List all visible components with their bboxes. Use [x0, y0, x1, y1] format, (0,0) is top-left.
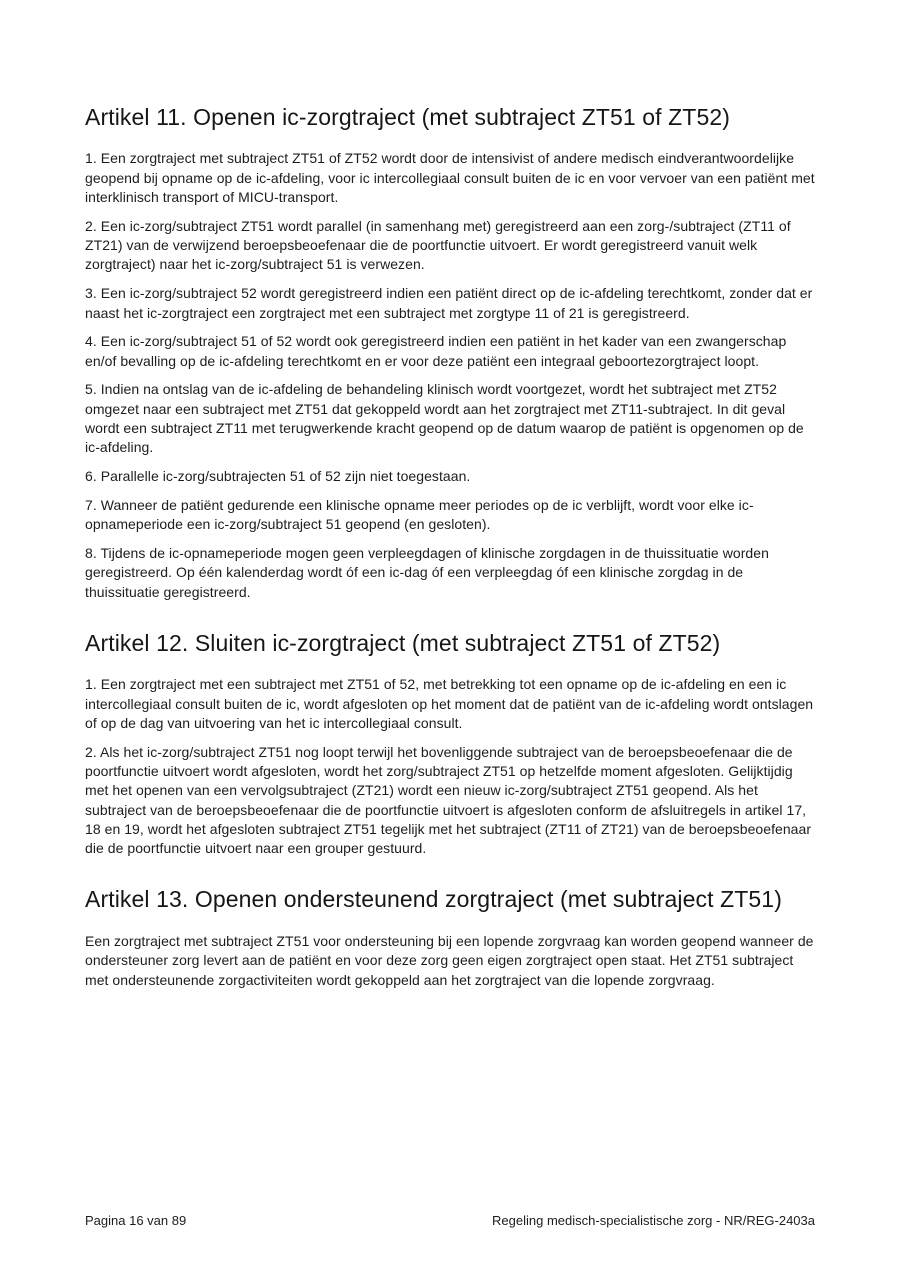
paragraph: Een zorgtraject met subtraject ZT51 voor ondersteuning bij een lopende zorgvraag kan worden geopend wanneer de ondersteuner zorg levert aan de patiënt en voor deze zorg geen eigen zorgtraject open staat. Het ZT51 subtraject met ondersteunende zorgactiviteiten wordt gekoppeld aan het zorgtraject van die lopende zorgvraag.	[85, 932, 814, 988]
paragraph: 5. Indien na ontslag van de ic-afdeling de behandeling klinisch wordt voortgezet, wordt het subtraject met ZT52 omgezet naar een subtraject met ZT51 dat gekoppeld wordt aan het zorgtraject met ZT11-subtraject. In dit geval wordt een subtraject ZT11 met terugwerkende kracht geopend op de datum waarop de patiënt is opgenomen op de ic-afdeling.	[85, 381, 804, 456]
section-title-artikel-11: Artikel 11. Openen ic-zorgtraject (met subtraject ZT51 of ZT52)	[85, 104, 730, 130]
section-artikel-12	[85, 629, 816, 859]
section-title-artikel-13: Artikel 13. Openen ondersteunend zorgtraject (met subtraject ZT51)	[85, 886, 782, 913]
document-content	[85, 103, 816, 999]
paragraph: 2. Een ic-zorg/subtraject ZT51 wordt parallel (in samenhang met) geregistreerd aan een zorg-/subtraject (ZT11 of ZT21) van de verwijzend beroepsbeoefenaar die de poortfunctie uitvoert. Er wordt geregistreerd vanuit welk zorgtraject) naar het ic-zorg/subtraject 51 is verwezen.	[85, 217, 791, 273]
paragraph: 6. Parallelle ic-zorg/subtrajecten 51 of 52 zijn niet toegestaan.	[85, 468, 471, 485]
section-title-artikel-12: Artikel 12. Sluiten ic-zorgtraject (met subtraject ZT51 of ZT52)	[85, 629, 721, 656]
paragraph: 7. Wanneer de patiënt gedurende een klinische opname meer periodes op de ic verblijft, wordt voor elke ic-opnameperiode een ic-zorg/subtraject 51 geopend (en gesloten).	[85, 496, 754, 533]
paragraph: 2. Als het ic-zorg/subtraject ZT51 nog loopt terwijl het bovenliggende subtraject van de beroepsbeoefenaar die de poortfunctie uitvoert wordt afgesloten, wordt het zorg/subtraject ZT51 op hetzelfde moment afgesloten. Gelijktijdig met het openen van een vervolgsubtraject (ZT21) wordt een nieuw ic-zorg/subtraject ZT51 geopend. Als het subtraject van de beroepsbeoefenaar die de poortfunctie uitvoert is afgesloten conform de afsluitregels in artikel 17, 18 en 19, wordt het afgesloten subtraject ZT51 tegelijk met het subtraject (ZT11 of ZT21) van de beroepsbeoefenaar die de poortfunctie uitvoert naar een grouper gestuurd.	[85, 743, 812, 857]
paragraph: 3. Een ic-zorg/subtraject 52 wordt geregistreerd indien een patiënt direct op de ic-afdeling terechtkomt, zonder dat er naast het ic-zorgtraject een zorgtraject met een subtraject met zorgtype 11 of 21 is geregistreerd.	[85, 285, 813, 321]
section-artikel-13	[85, 885, 816, 989]
footer-document-reference: Regeling medisch-specialistische zorg - NR/REG-2403a	[492, 1213, 815, 1228]
footer-page-number: Pagina 16 van 89	[85, 1213, 187, 1228]
section-artikel-11	[85, 103, 816, 602]
paragraph: 1. Een zorgtraject met subtraject ZT51 of ZT52 wordt door de intensivist of andere medisch eindverantwoordelijke geopend bij opname op de ic-afdeling, voor ic intercollegiaal consult buiten de ic en voor vervoer van een patiënt met interklinisch transport of MICU-transport.	[85, 150, 815, 206]
paragraph: 4. Een ic-zorg/subtraject 51 of 52 wordt ook geregistreerd indien een patiënt in het kader van een zwangerschap en/of bevalling op de ic-afdeling terechtkomt en er voor deze patiënt een integraal geboortezorgtraject loopt.	[85, 333, 787, 369]
page-footer	[85, 1213, 815, 1228]
paragraph: 8. Tijdens de ic-opnameperiode mogen geen verpleegdagen of klinische zorgdagen in de thuissituatie worden geregistreerd. Op één kalenderdag wordt óf een ic-dag óf een verpleegdag óf een klinische zorgdag in de thuissituatie geregistreerd.	[85, 544, 769, 600]
paragraph: 1. Een zorgtraject met een subtraject met ZT51 of 52, met betrekking tot een opname op de ic-afdeling en een ic intercollegiaal consult buiten de ic, wordt afgesloten op het moment dat de patiënt van de ic-afdeling wordt ontslagen of op de dag van uitvoering van het ic intercollegiaal consult.	[85, 676, 814, 731]
